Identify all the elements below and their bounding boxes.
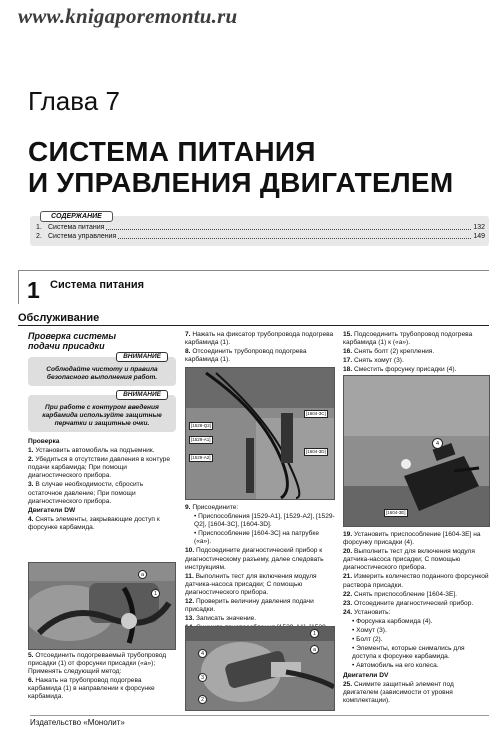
footer-publisher: Издательство «Монолит» bbox=[30, 718, 125, 727]
step: 11. Выполнить тест для включения модуля датчика-насоса присадки; С помощью диагностического прибора. bbox=[185, 572, 317, 596]
toc-item[interactable] bbox=[36, 233, 485, 241]
step: 22. Снять приспособление [1604-3E]. bbox=[343, 590, 458, 598]
engines-heading: Двигатели DW bbox=[28, 506, 76, 514]
bullet: • Приспособления [1529-A1], [1529-A2], [1529-Q2], [1604-3C], [1604-3D]. bbox=[194, 513, 335, 529]
step: 4. Снять элементы, закрывающие доступ к форсунке карбамида. bbox=[28, 515, 160, 531]
chapter-title bbox=[28, 136, 454, 198]
callout-a: a bbox=[310, 645, 319, 654]
column-1 bbox=[28, 331, 176, 533]
callout-2: 2 bbox=[198, 695, 207, 704]
step: 19. Установить приспособление [1604-3E] на форсунку присадки (4). bbox=[343, 531, 481, 547]
photo-illustration bbox=[29, 563, 176, 650]
subsection-title: Обслуживание bbox=[18, 312, 489, 326]
callout-4: 4 bbox=[432, 438, 443, 449]
step: 2. Убедиться в отсутствии давления в контуре подачи карбамида; При помощи диагностического прибора. bbox=[28, 456, 171, 480]
callout-1: 1 bbox=[310, 629, 319, 638]
chapter-label: Глава 7 bbox=[28, 86, 120, 116]
bullet: • Болт (2). bbox=[352, 636, 383, 644]
section-title: Система питания bbox=[50, 279, 145, 291]
step: 17. Снять хомут (3). bbox=[343, 357, 404, 365]
step: 16. Снять болт (2) крепления. bbox=[343, 348, 435, 356]
step: 24. Установить: bbox=[343, 608, 391, 616]
step: 5. Отсоединить подогреваемый трубопровод присадки (1) от форсунки присадки («a»); Применять следующий метод: bbox=[28, 652, 167, 676]
toc-item-num: 1. bbox=[36, 224, 42, 231]
photo-illustration bbox=[344, 376, 490, 527]
engines-heading: Двигатели DV bbox=[343, 671, 389, 679]
attention-text: Соблюдайте чистоту и правила безопасного выполнения работ. bbox=[46, 366, 158, 381]
step: 8. Отсоединить трубопровод подогрева карбамида (1). bbox=[185, 348, 307, 364]
tool-label: [1604-3D] bbox=[306, 449, 326, 454]
step: 1. Установить автомобиль на подъемник. bbox=[28, 447, 155, 455]
step: 23. Отсоедините диагностический прибор. bbox=[343, 599, 474, 607]
attention-label: ВНИМАНИЕ bbox=[116, 352, 168, 362]
photo-urea-injector bbox=[28, 562, 176, 650]
section-header bbox=[18, 270, 489, 304]
procedure-heading-line1: Проверка системы bbox=[28, 331, 117, 341]
table-of-contents bbox=[30, 213, 489, 246]
toc-leader-dots bbox=[118, 238, 471, 239]
step: 18. Сместить форсунку присадки (4). bbox=[343, 366, 457, 374]
toc-item-page: 149 bbox=[473, 233, 485, 240]
step: 15. Подсоединить трубопровод подогрева карбамида (1) к («a»). bbox=[343, 331, 473, 347]
bullet: • Автомобиль на его колеса. bbox=[352, 662, 439, 670]
photo-illustration bbox=[186, 627, 335, 711]
step: 13. Записать значение. bbox=[185, 615, 257, 623]
step: 21. Измерить количество поданного форсункой раствора присадки. bbox=[343, 573, 489, 589]
callout-a: a bbox=[138, 570, 147, 579]
toc-item-page: 132 bbox=[473, 224, 485, 231]
step: 20. Выполнить тест для включения модуля датчика-насоса присадки; С помощью диагностического прибора. bbox=[343, 548, 475, 572]
attention-text: При работе с контуром введения карбамида используйте защитные перчатки и защитные очки. bbox=[42, 404, 162, 427]
photo-injector-tool bbox=[343, 375, 490, 527]
tool-label: [1529-A1] bbox=[191, 437, 211, 442]
step: 7. Нажать на фиксатор трубопровода подогрева карбамида (1). bbox=[185, 331, 334, 347]
toc-item-title: Система управления bbox=[48, 233, 117, 240]
photo-test-tools bbox=[185, 367, 335, 500]
tool-label: [1529-A2] bbox=[191, 455, 211, 460]
toc-item-num: 2. bbox=[36, 233, 42, 240]
step: 6. Нажать на трубопровод подогрева карбамида (1) в направлении к форсунке карбамида. bbox=[28, 677, 155, 701]
column-3 bbox=[343, 331, 490, 375]
step: 10. Подсоедините диагностический прибор к диагностическому разъему, далее следовать инструкциям. bbox=[185, 547, 324, 571]
site-watermark: www.knigaporemontu.ru bbox=[18, 4, 238, 28]
bullet: • Хомут (3). bbox=[352, 627, 387, 635]
column-3-bottom bbox=[343, 531, 490, 706]
section-number: 1 bbox=[27, 277, 40, 303]
callout-3: 3 bbox=[198, 673, 207, 682]
attention-label: ВНИМАНИЕ bbox=[116, 390, 168, 400]
callout-1: 1 bbox=[151, 589, 160, 598]
attention-box bbox=[28, 391, 176, 432]
chapter-title-line2: И УПРАВЛЕНИЯ ДВИГАТЕЛЕМ bbox=[28, 167, 454, 198]
column-2-mid bbox=[185, 504, 335, 642]
procedure-heading-line2: подачи присадки bbox=[28, 341, 105, 351]
toc-item-title: Система питания bbox=[48, 224, 105, 231]
column-2 bbox=[185, 331, 335, 365]
procedure-heading bbox=[28, 331, 176, 351]
chapter-title-line1: СИСТЕМА ПИТАНИЯ bbox=[28, 136, 316, 167]
step: 9. Присоедините: bbox=[185, 504, 239, 511]
check-heading: Проверка bbox=[28, 438, 60, 445]
step: 12. Проверить величину давления подачи присадки. bbox=[185, 598, 314, 614]
step: 3. В случае необходимости, сбросить остаточное давление; При помощи диагностического прибора. bbox=[28, 481, 144, 505]
photo-injector-clamp bbox=[185, 626, 335, 711]
footer-rule bbox=[30, 715, 489, 716]
photo-illustration bbox=[186, 368, 335, 500]
toc-leader-dots bbox=[106, 229, 471, 230]
bullet: • Приспособление [1604-3C] на патрубке («a»). bbox=[194, 530, 320, 546]
toc-heading: СОДЕРЖАНИЕ bbox=[40, 211, 113, 222]
bullet: • Элементы, которые снимались для доступа к форсунке карбамида. bbox=[352, 645, 465, 661]
bullet: • Форсунка карбомида (4). bbox=[352, 617, 433, 625]
toc-item[interactable] bbox=[36, 224, 485, 232]
column-1-bottom bbox=[28, 652, 176, 703]
tool-label: [1604-3E] bbox=[386, 510, 406, 515]
callout-4: 4 bbox=[198, 649, 207, 658]
step: 25. Снимите защитный элемент под двигателем (зависимости от уровня комплектации). bbox=[343, 680, 454, 704]
attention-box bbox=[28, 353, 176, 386]
tool-label: [1529-Q2] bbox=[191, 423, 212, 428]
tool-label: [1604-3C] bbox=[306, 411, 326, 416]
